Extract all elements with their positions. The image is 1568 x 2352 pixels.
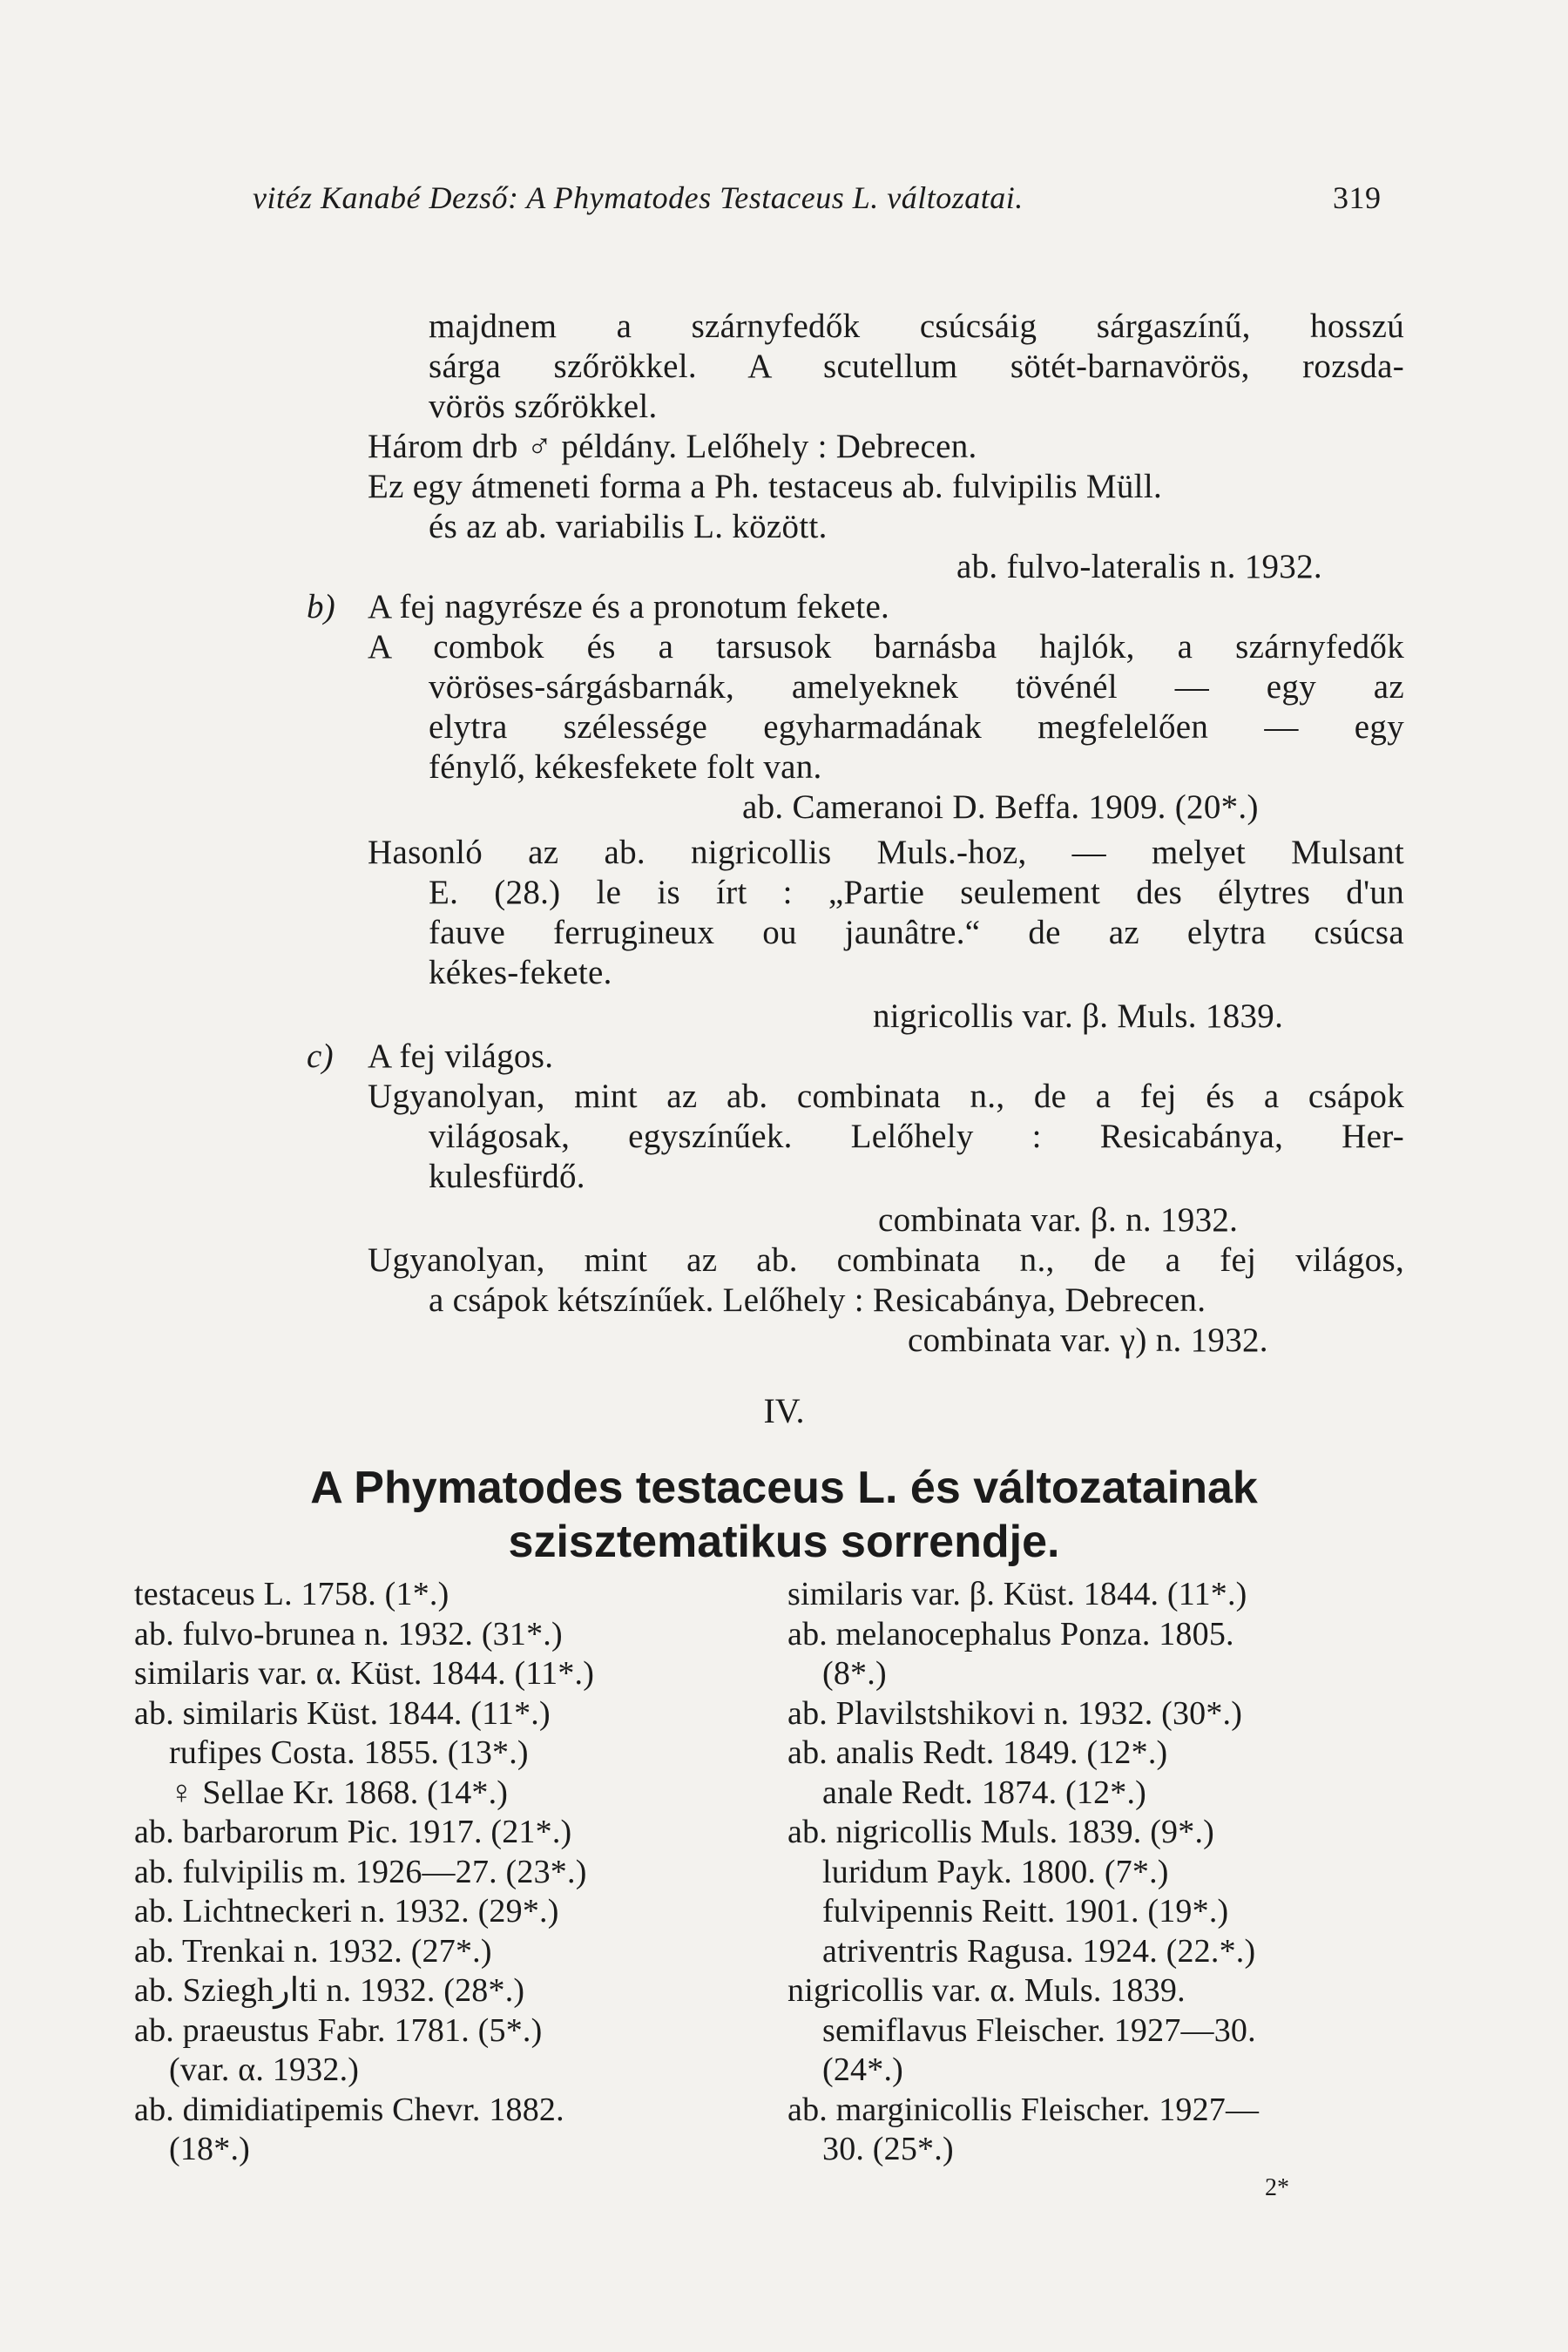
page-number: 319: [1333, 180, 1382, 215]
para3-line: fauve ferrugineux ou jaunâtre.“ de az elytra csúcsa: [429, 914, 1404, 951]
signature-mark: 2*: [1265, 2174, 1289, 2201]
list-item: (var. α. 1932.): [169, 2051, 360, 2088]
section-label-b: b): [307, 588, 336, 625]
list-item: ab. praeustus Fabr. 1781. (5*.): [134, 2011, 543, 2049]
taxon-list-right: [787, 1575, 1415, 2170]
list-item: fulvipennis Reitt. 1901. (19*.): [822, 1893, 1229, 1930]
list-item: 30. (25*.): [822, 2131, 954, 2167]
list-item: ab. fulvo-brunea n. 1932. (31*.): [134, 1615, 563, 1652]
para1b-line: és az ab. variabilis L. között.: [429, 508, 828, 545]
para3-line: kékes-fekete.: [429, 954, 612, 991]
list-item: luridum Payk. 1800. (7*.): [822, 1853, 1169, 1890]
list-item: similaris var. α. Küst. 1844. (11*.): [134, 1655, 595, 1692]
para3-line: E. (28.) le is írt : „Partie seulement des élytres d'un: [429, 874, 1404, 911]
list-item: anale Redt. 1874. (12*.): [822, 1774, 1147, 1811]
list-item: nigricollis var. α. Muls. 1839.: [787, 1972, 1186, 2009]
variety-name: ab. Cameranoi D. Beffa. 1909. (20*.): [742, 788, 1259, 826]
section-heading-line1: A Phymatodes testaceus L. és változatainak: [310, 1463, 1258, 1513]
section-numeral: IV.: [763, 1391, 805, 1430]
variety-name: nigricollis var. β. Muls. 1839.: [873, 997, 1284, 1035]
para2-line: A combok és a tarsusok barnásba hajlók, a szárnyfedők: [368, 628, 1404, 666]
para2-line: vöröses-sárgásbarnák, amelyeknek tövénél — egy az: [429, 668, 1404, 706]
para2-line: fénylő, kékesfekete folt van.: [429, 748, 822, 786]
para3-line: Hasonló az ab. nigricollis Muls.-hoz, — melyet Mulsant: [368, 834, 1404, 871]
section-heading-b: A fej nagyrésze és a pronotum fekete.: [368, 588, 890, 625]
list-item: ab. analis Redt. 1849. (12*.): [787, 1734, 1168, 1771]
list-item: (24*.): [822, 2051, 904, 2088]
taxon-list-left: [134, 1575, 779, 2170]
variety-name: combinata var. γ) n. 1932.: [908, 1321, 1268, 1359]
para1b-line: Ez egy átmeneti forma a Ph. testaceus ab. fulvipilis Müll.: [368, 468, 1162, 505]
variety-name: combinata var. β. n. 1932.: [878, 1201, 1239, 1239]
list-item: ab. dimidiatipemis Chevr. 1882.: [134, 2091, 564, 2128]
list-item: (18*.): [169, 2131, 251, 2167]
list-item: ab. Lichtneckeri n. 1932. (29*.): [134, 1893, 559, 1930]
list-item: testaceus L. 1758. (1*.): [134, 1576, 449, 1612]
section-label-c: c): [307, 1037, 334, 1075]
para1-line: sárga szőrökkel. A scutellum sötét-barnavörös, rozsda-: [429, 348, 1404, 385]
list-item: rufipes Costa. 1855. (13*.): [169, 1734, 529, 1771]
list-item: semiflavus Fleischer. 1927—30.: [822, 2011, 1256, 2049]
list-item: (8*.): [822, 1655, 887, 1692]
para5-line: a csápok kétszínűek. Lelőhely : Resicabánya, Debrecen.: [429, 1281, 1206, 1319]
para4-line: világosak, egyszínűek. Lelőhely : Resicabánya, Her-: [429, 1118, 1404, 1155]
list-item: ab. Plavilstshikovi n. 1932. (30*.): [787, 1694, 1243, 1732]
variety-name: ab. fulvo-lateralis n. 1932.: [956, 548, 1322, 585]
list-item: ab. marginicollis Fleischer. 1927—: [787, 2091, 1260, 2128]
list-item: atriventris Ragusa. 1924. (22.*.): [822, 1932, 1256, 1970]
list-item: similaris var. β. Küst. 1844. (11*.): [787, 1576, 1247, 1612]
list-item: ab. fulvipilis m. 1926—27. (23*.): [134, 1853, 587, 1890]
para4-line: kulesfürdő.: [429, 1158, 585, 1195]
para1b-line: Három drb ♂ példány. Lelőhely : Debrecen.: [368, 428, 977, 465]
running-title: vitéz Kanabé Dezső: A Phymatodes Testaceus L. változatai.: [253, 180, 1024, 215]
para2-line: elytra szélessége egyharmadának megfelelően — egy: [429, 708, 1404, 746]
section-heading-line2: szisztematikus sorrendje.: [508, 1517, 1060, 1567]
section-heading-c: A fej világos.: [368, 1037, 554, 1075]
list-item: ab. barbarorum Pic. 1917. (21*.): [134, 1814, 572, 1850]
para1-line: vörös szőrökkel.: [429, 388, 658, 425]
para1-line: majdnem a szárnyfedők csúcsáig sárgaszínű, hosszú: [429, 308, 1404, 345]
list-item: ab. Szieghارti n. 1932. (28*.): [134, 1972, 525, 2009]
list-item: ♀ Sellae Kr. 1868. (14*.): [169, 1774, 509, 1811]
para4-line: Ugyanolyan, mint az ab. combinata n., de a fej és a csápok: [368, 1078, 1404, 1115]
list-item: ab. similaris Küst. 1844. (11*.): [134, 1694, 551, 1732]
list-item: ab. Trenkai n. 1932. (27*.): [134, 1932, 492, 1970]
list-item: ab. melanocephalus Ponza. 1805.: [787, 1615, 1234, 1652]
para5-line: Ugyanolyan, mint az ab. combinata n., de a fej világos,: [368, 1241, 1404, 1279]
list-item: ab. nigricollis Muls. 1839. (9*.): [787, 1814, 1215, 1850]
